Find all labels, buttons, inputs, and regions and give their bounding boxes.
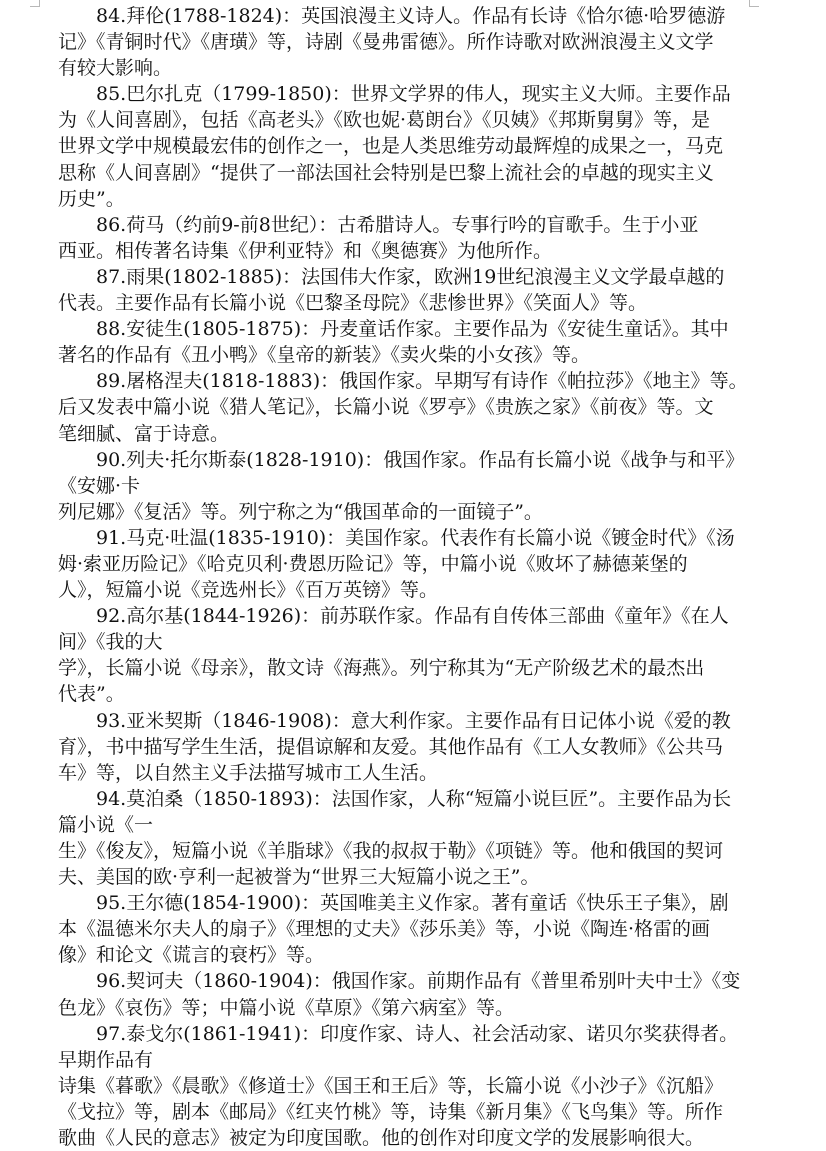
text-line: 90.列夫·托尔斯泰(1828-1910)：俄国作家。作品有长篇小说《战争与和平》 xyxy=(96,448,745,471)
text-line: 95.王尔德(1854-1900)：英国唯美主义作家。著有童话《快乐王子集》，剧 xyxy=(96,892,729,915)
text-line: 像》和论文《谎言的衰朽》等。 xyxy=(58,944,325,967)
text-line: 87.雨果(1802-1885)：法国伟大作家，欧洲19世纪浪漫主义文学最卓越的 xyxy=(96,265,725,288)
text-line: 间》《我的大 xyxy=(58,631,163,654)
text-line: 歌曲《人民的意志》被定为印度国歌。他的创作对印度文学的发展影响很大。 xyxy=(58,1127,705,1150)
text-line: 97.泰戈尔(1861-1941)：印度作家、诗人、社会活动家、诺贝尔奖获得者。 xyxy=(96,1022,739,1045)
text-line: 代表。主要作品有长篇小说《巴黎圣母院》《悲惨世界》《笑面人》等。 xyxy=(58,292,648,315)
text-line: 诗集《暮歌》《晨歌》《修道士》《国王和王后》等，长篇小说《小沙子》《沉船》 xyxy=(58,1074,724,1097)
text-line: 《安娜·卡 xyxy=(58,474,141,497)
text-line: 84.拜伦(1788-1824)：英国浪漫主义诗人。作品有长诗《恰尔德·哈罗德游 xyxy=(96,5,726,27)
text-line: 92.高尔基(1844-1926)：前苏联作家。作品有自传体三部曲《童年》《在人 xyxy=(96,605,729,628)
text-line: 代表”。 xyxy=(58,683,125,706)
document-body xyxy=(58,3,758,1151)
text-line: 历史”。 xyxy=(58,187,125,210)
text-line: 为《人间喜剧》，包括《高老头》《欧也妮·葛朗台》《贝姨》《邦斯舅舅》等，是 xyxy=(58,109,711,132)
text-line: 有较大影响。 xyxy=(58,57,173,80)
text-line: 笔细腻、富于诗意。 xyxy=(58,422,230,445)
text-line: 世界文学中规模最宏伟的创作之一，也是人类思维劳动最辉煌的成果之一，马克 xyxy=(58,135,724,158)
text-line: 88.安徒生(1805-1875)：丹麦童话作家。主要作品为《安徒生童话》。其中 xyxy=(96,318,729,341)
text-line: 89.屠格涅夫(1818-1883)：俄国作家。早期写有诗作《帕拉莎》《地主》等。 xyxy=(96,370,748,393)
text-line: 著名的作品有《丑小鸭》《皇帝的新装》《卖火柴的小女孩》等。 xyxy=(58,344,591,367)
text-line: 记》《青铜时代》《唐璜》等，诗剧《曼弗雷德》。所作诗歌对欧洲浪漫主义文学 xyxy=(58,31,714,54)
text-line: 94.莫泊桑（1850-1893)：法国作家，人称“短篇小说巨匠”。主要作品为长 xyxy=(96,787,732,810)
text-line: 生》《俊友》，短篇小说《羊脂球》《我的叔叔于勒》《项链》等。他和俄国的契诃 xyxy=(58,840,724,862)
text-line: 色龙》《哀伤》等；中篇小说《草原》《第六病室》等。 xyxy=(58,996,515,1019)
text-line: 列尼娜》《复活》等。列宁称之为“俄国革命的一面镜子”。 xyxy=(58,500,543,523)
text-line: 93.亚米契斯（1846-1908)：意大利作家。主要作品有日记体小说《爱的教 xyxy=(96,709,731,732)
text-line: 西亚。相传著名诗集《伊利亚特》和《奥德赛》为他所作。 xyxy=(58,239,553,262)
text-line: 85.巴尔扎克（1799-1850)：世界文学界的伟人，现实主义大师。主要作品 xyxy=(96,83,731,106)
text-line: 后又发表中篇小说《猎人笔记》，长篇小说《罗亭》《贵族之家》《前夜》等。文 xyxy=(58,396,714,419)
text-line: 86.荷马（约前9-前8世纪）：古希腊诗人。专事行吟的盲歌手。生于小亚 xyxy=(96,213,699,236)
text-line: 学》，长篇小说《母亲》，散文诗《海燕》。列宁称其为“无产阶级艺术的最杰出 xyxy=(58,657,705,680)
text-line: 早期作品有 xyxy=(58,1048,154,1071)
text-line: 姆·索亚历险记》《哈克贝利·费恩历险记》等，中篇小说《败坏了赫德莱堡的 xyxy=(58,552,688,575)
text-line: 育》，书中描写学生生活，提倡谅解和友爱。其他作品有《工人女教师》《公共马 xyxy=(58,735,724,758)
page-corner-mark-left-h xyxy=(30,6,40,7)
text-line: 96.契诃夫（1860-1904)：俄国作家。前期作品有《普里希别叶夫中士》《变 xyxy=(96,970,741,993)
text-line: 篇小说《一 xyxy=(58,813,154,836)
text-line: 思称《人间喜剧》“提供了一部法国社会特别是巴黎上流社会的卓越的现实主义 xyxy=(58,161,714,184)
text-line: 本《温德米尔夫人的扇子》《理想的丈夫》《莎乐美》等，小说《陶连·格雷的画 xyxy=(58,918,711,941)
text-line: 人》，短篇小说《竞选州长》《百万英镑》等。 xyxy=(58,579,439,602)
text-line: 91.马克·吐温(1835-1910)：美国作家。代表作有长篇小说《镀金时代》《汤 xyxy=(96,526,735,549)
text-line: 《戈拉》等，剧本《邮局》《红夹竹桃》等，诗集《新月集》《飞鸟集》等。所作 xyxy=(58,1100,724,1123)
text-line: 车》等，以自然主义手法描写城市工人生活。 xyxy=(58,761,439,784)
text-line: 夫、美国的欧·亨利一起被誉为“世界三大短篇小说之王”。 xyxy=(58,866,540,889)
